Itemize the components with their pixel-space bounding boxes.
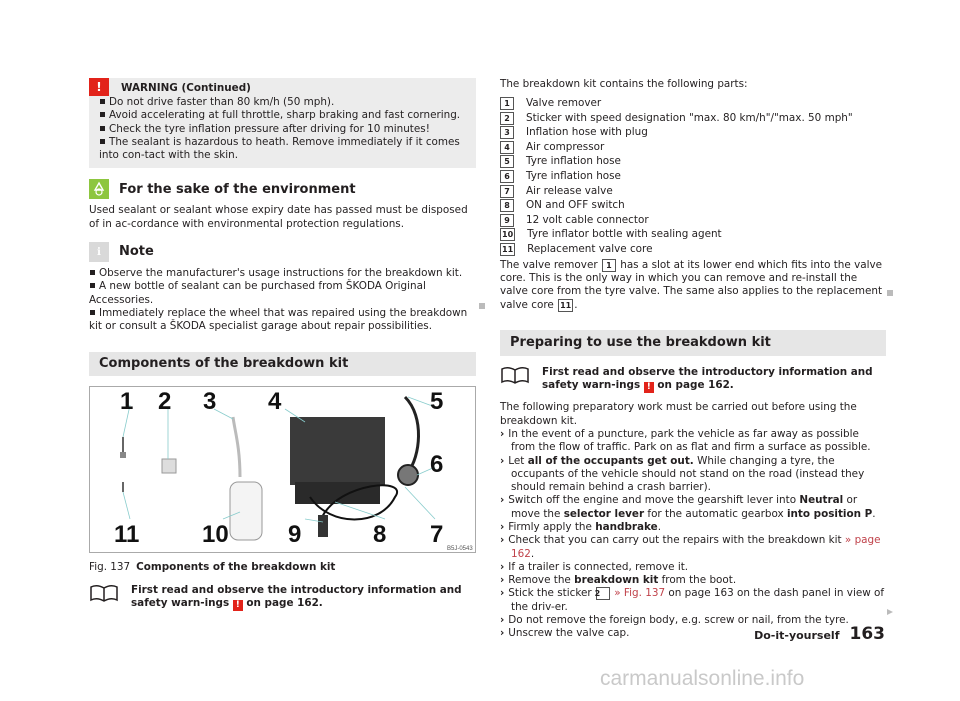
note-item: Observe the manufacturer's usage instructions for the breakdown kit. bbox=[89, 267, 476, 280]
gauge-shape bbox=[398, 465, 418, 485]
read-first-note: First read and observe the introductory information and safety warn-ings ! on page 162. bbox=[500, 366, 886, 393]
section-end-icon bbox=[886, 289, 894, 297]
step-item: › Check that you can carry out the repairs with the breakdown kit » page 162. bbox=[500, 534, 881, 560]
book-icon bbox=[89, 584, 119, 602]
compressor-shape bbox=[290, 417, 385, 485]
step-item: › If a trailer is connected, remove it. bbox=[500, 560, 689, 573]
figure-code: B5J-0543 bbox=[447, 545, 473, 552]
warning-box bbox=[89, 78, 476, 168]
step-item: › Switch off the engine and move the gearshift lever into Neutral or move the selector lever for the automatic gearbox into position P. bbox=[500, 494, 876, 520]
step-item: › Remove the breakdown kit from the boot. bbox=[500, 574, 737, 587]
chevron-right-icon: › bbox=[500, 454, 505, 467]
recycle-icon bbox=[89, 179, 109, 199]
components-illustration bbox=[90, 387, 475, 552]
warning-header: WARNING (Continued) bbox=[121, 82, 251, 94]
valve-paragraph: The valve remover 1 has a slot at its lower end which fits into the valve core. This is the only way in which you can remove and re-install the valve core from the tyre valve. The same also applies to the replacement valve core 11 . bbox=[500, 258, 883, 311]
list-item: 6 Tyre inflation hose bbox=[500, 169, 886, 184]
note-item: A new bottle of sealant can be purchased from ŠKODA Original Accessories. bbox=[89, 280, 426, 306]
figure-number: 4 bbox=[268, 387, 282, 415]
warning-icon: ! bbox=[89, 78, 109, 96]
list-item: 3 Inflation hose with plug bbox=[500, 125, 886, 140]
list-item: 10 Tyre inflator bottle with sealing agent bbox=[502, 228, 722, 241]
list-item: 4 Air compressor bbox=[500, 140, 886, 155]
bullet-icon bbox=[100, 99, 105, 104]
figure-number: 10 bbox=[202, 520, 229, 548]
warning-icon: ! bbox=[644, 382, 654, 393]
warning-item: Check the tyre inflation pressure after driving for 10 minutes! bbox=[99, 123, 466, 136]
step-item: › Unscrew the valve cap. bbox=[500, 627, 630, 640]
chevron-right-icon: › bbox=[500, 534, 505, 547]
figure-number: 11 bbox=[114, 520, 140, 548]
page-footer bbox=[754, 624, 885, 644]
components-heading: Components of the breakdown kit bbox=[89, 352, 476, 376]
chevron-right-icon: › bbox=[500, 427, 505, 440]
parts-list bbox=[500, 96, 886, 257]
note-heading bbox=[89, 241, 476, 263]
chevron-right-icon: › bbox=[500, 560, 505, 573]
chevron-right-icon: › bbox=[500, 627, 505, 640]
bullet-icon bbox=[90, 283, 95, 288]
chevron-right-icon: › bbox=[500, 520, 505, 533]
preparing-heading: Preparing to use the breakdown kit bbox=[500, 330, 886, 356]
figure-number: 1 bbox=[120, 387, 134, 415]
figure-number: 5 bbox=[430, 387, 444, 415]
bullet-icon bbox=[100, 112, 105, 117]
step-item: › Stick the sticker 2 » Fig. 137 on page 163 on the dash panel in view of the driv-er. bbox=[500, 587, 885, 613]
warning-item: Do not drive faster than 80 km/h (50 mph). bbox=[99, 96, 466, 109]
continued-arrow-icon bbox=[886, 608, 894, 616]
page-number: 163 bbox=[849, 624, 885, 644]
chevron-right-icon: › bbox=[500, 614, 505, 627]
parts-intro: The breakdown kit contains the following parts: bbox=[500, 78, 748, 90]
bullet-icon bbox=[100, 126, 105, 131]
read-first-note: First read and observe the introductory information and safety warn-ings ! on page 162. bbox=[89, 584, 476, 611]
figure-number: 3 bbox=[203, 387, 217, 415]
warning-item: Avoid accelerating at full throttle, sharp braking and fast cornering. bbox=[99, 109, 466, 122]
chevron-right-icon: › bbox=[500, 494, 505, 507]
step-item: › Do not remove the foreign body, e.g. screw or nail, from the tyre. bbox=[500, 614, 849, 627]
figure-number: 6 bbox=[430, 450, 444, 478]
list-item: 1 Valve remover bbox=[500, 96, 886, 111]
step-item: › Firmly apply the handbrake. bbox=[500, 520, 662, 533]
chevron-right-icon: › bbox=[500, 587, 505, 600]
list-item: 7 Air release valve bbox=[500, 184, 886, 199]
page-link[interactable]: » page 162 bbox=[511, 534, 881, 560]
environment-title: For the sake of the environment bbox=[119, 181, 356, 197]
right-column bbox=[500, 78, 886, 644]
figure-number: 9 bbox=[288, 520, 302, 548]
list-item: 2 Sticker with speed designation "max. 80 km/h"/"max. 50 mph" bbox=[500, 111, 886, 126]
bullet-icon bbox=[90, 310, 95, 315]
info-icon: i bbox=[89, 242, 109, 262]
figure-number: 2 bbox=[158, 387, 172, 415]
bullet-icon bbox=[100, 139, 105, 144]
environment-text: Used sealant or sealant whose expiry date has passed must be disposed of in ac-cordance with environmental protection regulations. bbox=[89, 204, 468, 230]
list-item: 8 ON and OFF switch bbox=[500, 198, 886, 213]
step-item: › In the event of a puncture, park the vehicle as far away as possible from the flow of traffic. Park on as flat and firm a surface as possible. bbox=[500, 427, 871, 454]
step-item: › Let all of the occupants get out. While changing a tyre, the occupants of the vehicle should not stand on the road (instead they should remain behind a crash barrier). bbox=[500, 454, 865, 494]
book-icon bbox=[500, 366, 530, 384]
components-figure bbox=[89, 386, 476, 553]
list-item: 5 Tyre inflation hose bbox=[500, 155, 886, 170]
footer-section: Do-it-yourself bbox=[754, 629, 840, 642]
chevron-right-icon: › bbox=[500, 574, 505, 587]
list-item: 11 Replacement valve core bbox=[502, 242, 653, 255]
environment-heading bbox=[89, 178, 476, 200]
note-title: Note bbox=[119, 244, 154, 260]
figure-caption: Fig. 137 Components of the breakdown kit bbox=[89, 560, 336, 573]
warning-icon: ! bbox=[233, 600, 243, 611]
section-end-icon bbox=[478, 302, 486, 310]
figure-number: 7 bbox=[430, 520, 444, 548]
note-item: Immediately replace the wheel that was repaired using the breakdown kit or consult a ŠKODA specialist garage about repair possibilities. bbox=[89, 306, 468, 333]
warning-item: The sealant is hazardous to heath. Remove immediately if it comes into con-tact with the skin. bbox=[99, 135, 460, 162]
figure-link[interactable]: » Fig. 137 bbox=[614, 587, 666, 600]
bullet-icon bbox=[90, 270, 95, 275]
left-column bbox=[89, 78, 476, 611]
preparing-intro: The following preparatory work must be carried out before using the breakdown kit. bbox=[500, 401, 857, 427]
watermark: carmanualsonline.info bbox=[600, 667, 805, 690]
list-item: 9 12 volt cable connector bbox=[500, 213, 886, 228]
figure-number: 8 bbox=[373, 520, 387, 548]
